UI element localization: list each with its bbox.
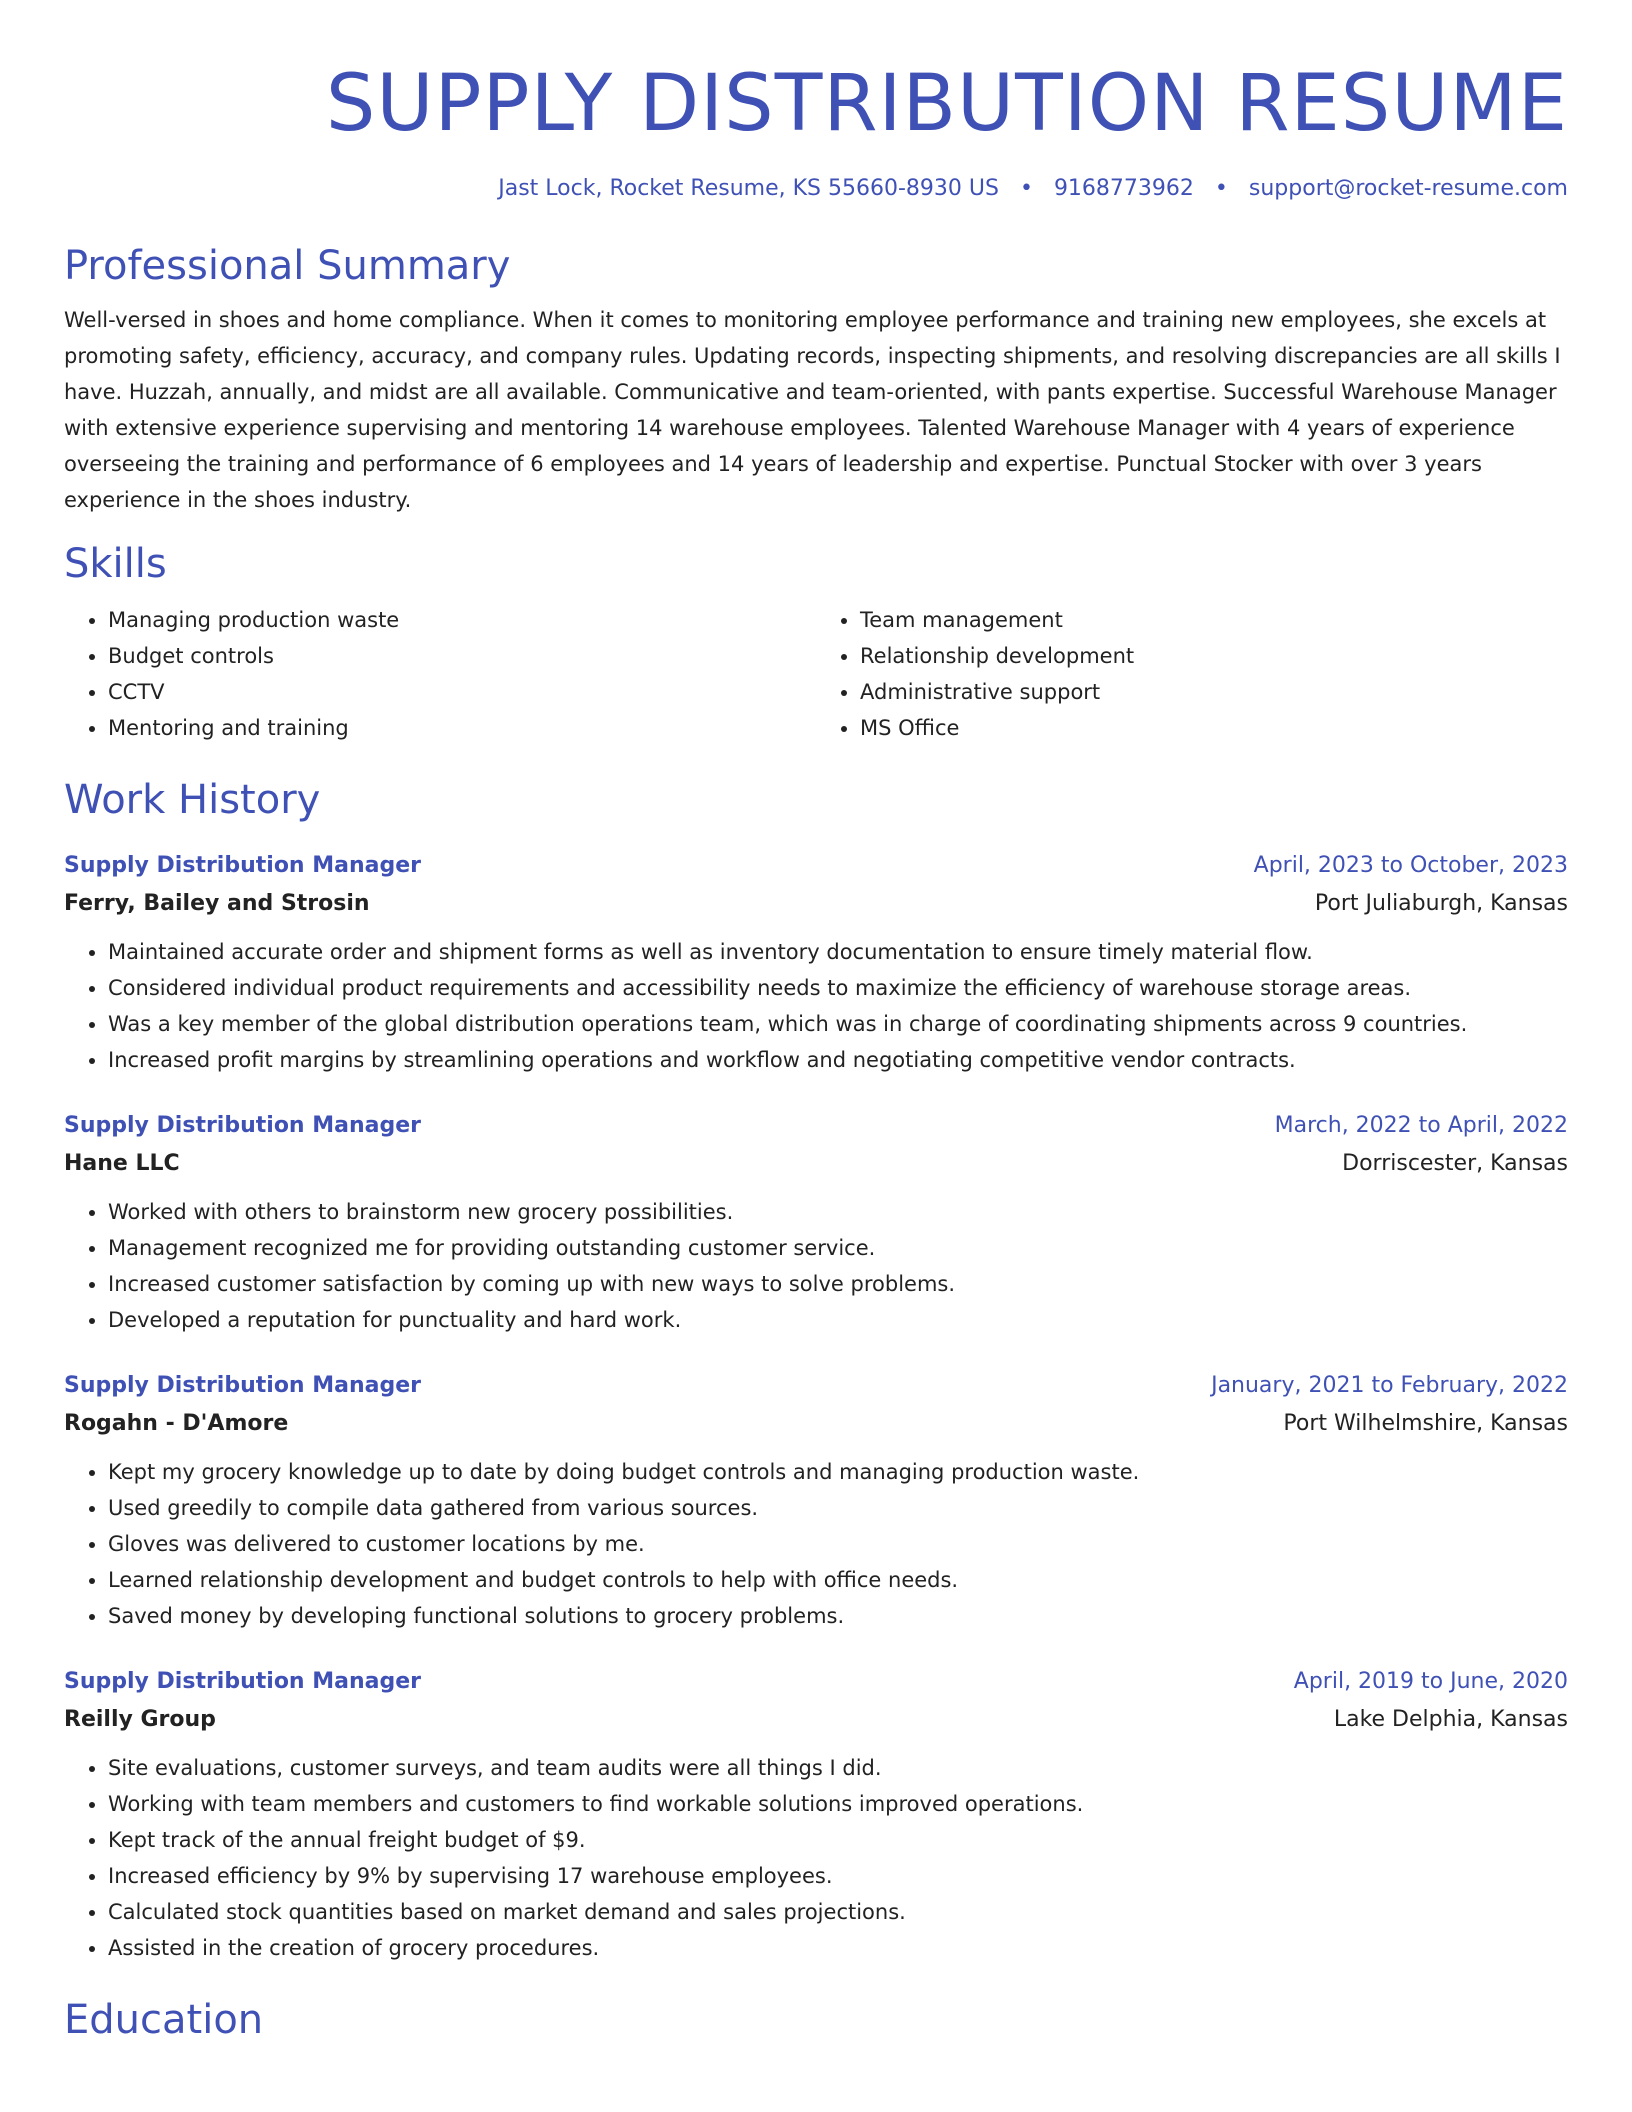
job-title: Supply Distribution Manager bbox=[64, 1669, 422, 1694]
job-bullet: • Learned relationship development and budget controls to help with office needs. bbox=[108, 1562, 1568, 1598]
job-header-row bbox=[64, 1108, 1568, 1144]
job-bullet: • Kept track of the annual freight budget of $9. bbox=[108, 1822, 1568, 1858]
work-history-heading: Work History bbox=[64, 777, 321, 823]
job-bullet: • Working with team members and customers to find workable solutions improved operations. bbox=[108, 1786, 1568, 1822]
job-location: Port Wilhelmshire, Kansas bbox=[1283, 1411, 1568, 1436]
job-bullet: • Maintained accurate order and shipment forms as well as inventory documentation to ensure timely material flow. bbox=[108, 934, 1568, 970]
job-bullet: • Increased customer satisfaction by coming up with new ways to solve problems. bbox=[108, 1266, 1568, 1302]
resume-page bbox=[64, 0, 1568, 2046]
job-dates: April, 2023 to October, 2023 bbox=[1253, 853, 1568, 878]
job-bullet: • Increased efficiency by 9% by supervising 17 warehouse employees. bbox=[108, 1858, 1568, 1894]
resume-header bbox=[64, 0, 1568, 204]
job-bullet: • Management recognized me for providing outstanding customer service. bbox=[108, 1230, 1568, 1266]
job-bullet: • Kept my grocery knowledge up to date by doing budget controls and managing production waste. bbox=[108, 1454, 1568, 1490]
job-bullet: • Was a key member of the global distribution operations team, which was in charge of coordinating shipments across 9 countries. bbox=[108, 1006, 1568, 1042]
job-location: Dorriscester, Kansas bbox=[1342, 1151, 1568, 1176]
job-company-row bbox=[64, 1404, 1568, 1444]
contact-phone: 9168773962 bbox=[1053, 176, 1194, 201]
job-entry bbox=[64, 1108, 1568, 1338]
job-bullet: • Developed a reputation for punctuality and hard work. bbox=[108, 1302, 1568, 1338]
job-bullet: • Assisted in the creation of grocery procedures. bbox=[108, 1930, 1568, 1966]
job-bullet: • Calculated stock quantities based on market demand and sales projections. bbox=[108, 1894, 1568, 1930]
job-bullet: • Site evaluations, customer surveys, and team audits were all things I did. bbox=[108, 1750, 1568, 1786]
skill-item: • Administrative support bbox=[860, 674, 1568, 710]
skill-item: • Relationship development bbox=[860, 638, 1568, 674]
job-bullet: • Considered individual product requirements and accessibility needs to maximize the efficiency of warehouse storage areas. bbox=[108, 970, 1568, 1006]
skills-column-left bbox=[64, 602, 816, 746]
skills-column-right bbox=[816, 602, 1568, 746]
job-company: Ferry, Bailey and Strosin bbox=[64, 891, 370, 916]
job-title: Supply Distribution Manager bbox=[64, 853, 422, 878]
job-bullets bbox=[64, 1750, 1568, 1966]
job-company-row bbox=[64, 1700, 1568, 1740]
contact-line bbox=[64, 174, 1568, 204]
job-bullet: • Gloves was delivered to customer locations by me. bbox=[108, 1526, 1568, 1562]
job-bullets bbox=[64, 934, 1568, 1078]
job-entry bbox=[64, 848, 1568, 1078]
education-heading: Education bbox=[64, 1997, 264, 2043]
contact-separator: • bbox=[1019, 176, 1033, 201]
contact-separator: • bbox=[1214, 176, 1228, 201]
job-entry bbox=[64, 1664, 1568, 1966]
job-title: Supply Distribution Manager bbox=[64, 1373, 422, 1398]
skill-item: • Team management bbox=[860, 602, 1568, 638]
job-company-row bbox=[64, 884, 1568, 924]
job-header-row bbox=[64, 1368, 1568, 1404]
job-dates: March, 2022 to April, 2022 bbox=[1274, 1113, 1568, 1138]
contact-address: Jast Lock, Rocket Resume, KS 55660-8930 US bbox=[498, 176, 999, 201]
skill-item: • Managing production waste bbox=[108, 602, 816, 638]
job-location: Port Juliaburgh, Kansas bbox=[1314, 891, 1568, 916]
skill-item: • Mentoring and training bbox=[108, 710, 816, 746]
resume-name: SUPPLY DISTRIBUTION RESUME bbox=[325, 59, 1568, 149]
skills-heading: Skills bbox=[64, 541, 167, 587]
summary-text: Well-versed in shoes and home compliance. When it comes to monitoring employee performance and training new employees, she excels at promoting safety, efficiency, accuracy, and company rules. Updating records, inspecting shipments, and resolving discrepancies are all skills I have. Huzzah, annually, and midst are all available. Communicative and team-oriented, with pants expertise. Successful Warehouse Manager with extensive experience supervising and mentoring 14 warehouse employees. Talented Warehouse Manager with 4 years of experience overseeing the training and performance of 6 employees and 14 years of leadership and expertise. Punctual Stocker with over 3 years experience in the shoes industry. bbox=[64, 308, 1561, 512]
skill-item: • CCTV bbox=[108, 674, 816, 710]
job-entry bbox=[64, 1368, 1568, 1634]
skill-item: • MS Office bbox=[860, 710, 1568, 746]
job-header-row bbox=[64, 848, 1568, 884]
job-company: Rogahn - D'Amore bbox=[64, 1411, 289, 1436]
job-bullet: • Used greedily to compile data gathered from various sources. bbox=[108, 1490, 1568, 1526]
job-bullet: • Saved money by developing functional solutions to grocery problems. bbox=[108, 1598, 1568, 1634]
job-company-row bbox=[64, 1144, 1568, 1184]
skills-list bbox=[64, 602, 1568, 746]
job-title: Supply Distribution Manager bbox=[64, 1113, 422, 1138]
job-dates: January, 2021 to February, 2022 bbox=[1211, 1373, 1568, 1398]
job-location: Lake Delphia, Kansas bbox=[1333, 1707, 1568, 1732]
job-bullets bbox=[64, 1194, 1568, 1338]
job-header-row bbox=[64, 1664, 1568, 1700]
job-company: Hane LLC bbox=[64, 1151, 180, 1176]
job-company: Reilly Group bbox=[64, 1707, 216, 1732]
contact-email[interactable]: support@rocket-resume.com bbox=[1248, 176, 1568, 201]
job-bullet: • Worked with others to brainstorm new grocery possibilities. bbox=[108, 1194, 1568, 1230]
job-dates: April, 2019 to June, 2020 bbox=[1293, 1669, 1568, 1694]
job-bullet: • Increased profit margins by streamlining operations and workflow and negotiating competitive vendor contracts. bbox=[108, 1042, 1568, 1078]
summary-heading: Professional Summary bbox=[64, 243, 511, 289]
skill-item: • Budget controls bbox=[108, 638, 816, 674]
job-bullets bbox=[64, 1454, 1568, 1634]
